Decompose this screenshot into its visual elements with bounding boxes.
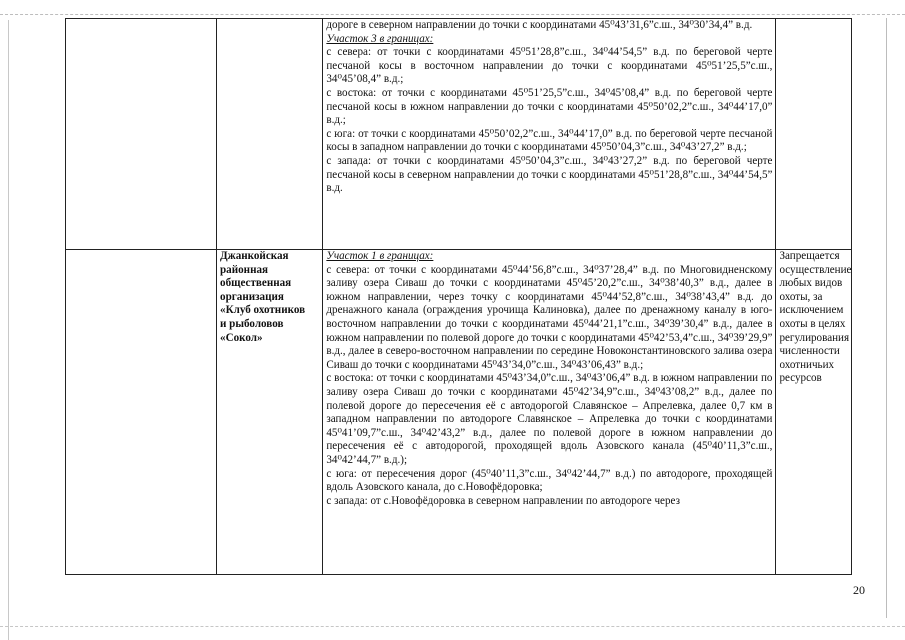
scan-edge-right — [886, 18, 887, 618]
boundary-paragraph: с запада: от точки с координатами 45⁰50’04,3”с.ш., 34⁰43’27,2” в.д. по береговой черте песчаной косы в северном направлении до точки с координатами 45⁰51’28,8”с.ш., 34⁰44’54,5” в.д. — [326, 154, 773, 195]
page-number: 20 — [853, 583, 865, 597]
cell-line: районная — [220, 263, 269, 276]
empty-cell — [66, 250, 217, 575]
cell-line: любых видов — [779, 277, 843, 290]
boundary-paragraph: с востока: от точки с координатами 45⁰51’25,5”с.ш., 34⁰45’08,4” в.д. по береговой черте песчаной косы в южном направлении до точки с координатами 45⁰50’02,2”с.ш., 34⁰44’17,0” в.д.; — [326, 86, 773, 127]
cell-line: охоты в целях — [779, 317, 846, 330]
table-row — [66, 250, 852, 575]
boundary-description-cell — [323, 250, 776, 575]
restriction-cell — [776, 250, 852, 575]
cell-line: исключением — [779, 304, 844, 317]
table-row — [66, 19, 852, 250]
boundary-description-cell — [323, 19, 776, 250]
cell-line: Джанкойская — [220, 250, 289, 262]
boundary-paragraph: дороге в северном направлении до точки с координатами 45⁰43’31,6”с.ш., 34⁰30’34,4” в.д. — [326, 19, 753, 31]
cell-line: Запрещается — [779, 250, 840, 262]
cell-line: ресурсов — [779, 372, 822, 385]
cell-line: организация — [220, 290, 284, 303]
cell-line: «Клуб охотников — [220, 304, 306, 317]
empty-cell — [66, 19, 217, 250]
cell-line: общественная — [220, 277, 292, 290]
hunting-grounds-table — [65, 18, 852, 575]
boundary-paragraph: с севера: от точки с координатами 45⁰51’28,8”с.ш., 34⁰44’54,5” в.д. по береговой черте песчаной косы в восточном направлении до точки с координатами 45⁰51’25,5”с.ш., 34⁰45’08,4” в.д.; — [326, 46, 773, 86]
boundary-paragraph: с востока: от точки с координатами 45⁰43’34,0”с.ш., 34⁰43’06,4” в.д. в южном направлении по заливу озера Сиваш до точки с координатами 45⁰42’34,9”с.ш., 34⁰43’08,2” в.д., далее по полевой дороге до пересечения её с автодорогой Славянское – Апрелевка, далее 0,7 км в западном направлении по автодороге Славянское – Апрелевка до точки с координатами 45⁰41’09,7”с.ш., 34⁰42’43,2” в.д., далее по полевой дороге в южном направлении до пересечения её с автодорогой, проходящей вдоль Азовского канала (45⁰40’11,3”с.ш., 34⁰42’44,7” в.д.); — [326, 372, 773, 466]
restriction-cell — [776, 19, 852, 250]
boundary-paragraph: с юга: от пересечения дорог (45⁰40’11,3”с.ш., 34⁰42’44,7” в.д.) по автодороге, проходящей вдоль Азовского канала, до с.Новофёдоровка; — [326, 467, 773, 494]
section-title: Участок 3 в границах: — [326, 32, 434, 45]
organization-cell — [217, 19, 323, 250]
scan-edge-top — [0, 14, 905, 15]
cell-line: осуществление — [779, 263, 852, 276]
cell-line: численности — [779, 345, 840, 358]
cell-line: «Сокол» — [220, 331, 263, 344]
cell-line: охотничьих — [779, 358, 835, 371]
cell-line: охоты, за — [779, 290, 823, 303]
organization-cell — [217, 250, 323, 575]
cell-line: и рыболовов — [220, 317, 284, 330]
boundary-paragraph: с запада: от с.Новофёдоровка в северном направлении по автодороге через — [326, 494, 680, 507]
section-title: Участок 1 в границах: — [326, 250, 434, 262]
scan-edge-bottom — [0, 626, 905, 627]
boundary-paragraph: с юга: от точки с координатами 45⁰50’02,2”с.ш., 34⁰44’17,0” в.д. по береговой черте песчаной косы в западном направлении до точки с координатами 45⁰50’04,3”с.ш., 34⁰43’27,2” в.д.; — [326, 127, 773, 154]
cell-line: регулирования — [779, 331, 850, 344]
boundary-paragraph: с севера: от точки с координатами 45⁰44’56,8”с.ш., 34⁰37’28,4” в.д. по Многовидненскому заливу озера Сиваш до точки с координатами 45⁰45’20,2”с.ш., 34⁰38’40,3” в.д., далее в южном направлении, через точку с координатами 45⁰44’52,8”с.ш., 34⁰38’43,4” в.д. до дренажного канала (ограждения урочища Калиновка), далее по дренажному каналу в юго-восточном направлении до точки с координатами 45⁰44’21,1”с.ш., 34⁰39’30,4” в.д., далее в южном направлении по полевой дороге до точки с координатами 45⁰42’53,4”с.ш., 34⁰39’29,9” в.д., далее в северо-восточном направлении по середине Новоконстантиновского залива озера Сиваш до точки с координатами 45⁰43’34,0”с.ш., 34⁰43’06,43” в.д.; — [326, 263, 773, 371]
scan-edge-left — [8, 20, 9, 640]
